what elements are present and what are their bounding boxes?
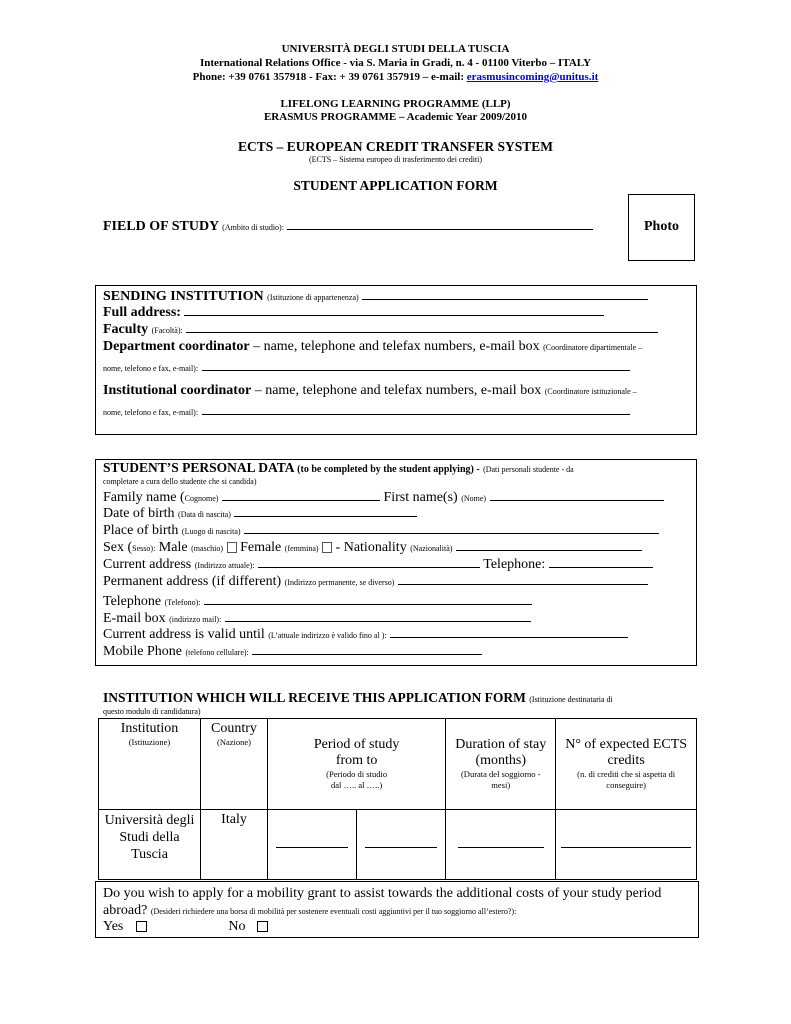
sex-label: Sex ( bbox=[103, 540, 133, 555]
personal-data-note2: completare a cura dello studente che si candida) bbox=[103, 477, 257, 486]
sending-institution-note: (Istituzione di appartenenza) bbox=[267, 293, 359, 302]
contact-line bbox=[0, 71, 791, 83]
valid-until-input[interactable] bbox=[390, 627, 628, 638]
credits-cell bbox=[556, 810, 697, 880]
column-subtitle: (Nazione) bbox=[217, 737, 251, 747]
current-telephone-label: Telephone: bbox=[483, 557, 546, 572]
department-coordinator-note2: nome, telefono e fax, e-mail): bbox=[103, 364, 199, 373]
grant-question-row2 bbox=[103, 903, 516, 919]
yes-checkbox[interactable] bbox=[136, 921, 147, 932]
field-of-study-input[interactable] bbox=[287, 219, 593, 230]
date-of-birth-row bbox=[103, 506, 417, 522]
institutional-coordinator-row bbox=[103, 383, 637, 399]
institution-value: Università degli Studi della Tuscia bbox=[99, 810, 201, 880]
telephone-label: Telephone bbox=[103, 594, 162, 609]
duration-input[interactable] bbox=[458, 837, 544, 848]
university-name: UNIVERSITÀ DEGLI STUDI DELLA TUSCIA bbox=[281, 43, 510, 55]
column-subtitle: (n. di crediti che si aspetta di conseguire) bbox=[577, 769, 676, 790]
current-telephone-input[interactable] bbox=[549, 557, 653, 568]
column-title: Period of study from to bbox=[313, 737, 400, 768]
place-of-birth-note: (Luogo di nascita) bbox=[181, 527, 241, 536]
sending-institution-label: SENDING INSTITUTION bbox=[103, 289, 264, 304]
permanent-address-row bbox=[103, 574, 648, 590]
institutional-coordinator-input[interactable] bbox=[202, 404, 630, 415]
sending-institution-input[interactable] bbox=[362, 289, 648, 300]
column-subtitle: (Durata del soggiorno - mesi) bbox=[460, 769, 541, 790]
period-from-input[interactable] bbox=[276, 837, 348, 848]
family-name-input[interactable] bbox=[222, 490, 380, 501]
current-address-note: (Indirizzo attuale): bbox=[194, 561, 255, 570]
full-address-label: Full address bbox=[103, 305, 177, 320]
programme-title: LIFELONG LEARNING PROGRAMME (LLP) bbox=[280, 98, 511, 110]
personal-data-heading bbox=[103, 460, 574, 476]
column-header-duration bbox=[446, 719, 556, 810]
nationality-label: - Nationality bbox=[335, 540, 407, 555]
email-label: E-mail box bbox=[103, 611, 166, 626]
mobile-phone-note: (telefono cellulare): bbox=[185, 648, 249, 657]
receiving-note2: questo modulo di candidatura) bbox=[103, 707, 201, 716]
faculty-row bbox=[103, 322, 658, 338]
date-of-birth-label: Date of birth bbox=[103, 506, 175, 521]
current-address-label: Current address bbox=[103, 557, 192, 572]
department-coordinator-row2 bbox=[103, 358, 630, 376]
field-of-study-label: FIELD OF STUDY bbox=[103, 219, 219, 234]
department-coordinator-text: – name, telephone and telefax numbers, e-mail box bbox=[249, 339, 540, 354]
column-header-period bbox=[268, 719, 446, 810]
female-checkbox[interactable] bbox=[322, 542, 332, 553]
male-label: Male bbox=[158, 540, 188, 555]
male-checkbox[interactable] bbox=[227, 542, 237, 553]
column-title: Institution bbox=[120, 721, 179, 736]
full-address-row: Full address: bbox=[103, 305, 604, 321]
date-of-birth-note: (Data di nascita) bbox=[178, 510, 231, 519]
duration-cell bbox=[446, 810, 556, 880]
telephone-row bbox=[103, 594, 532, 610]
email-note: (indirizzo mail): bbox=[169, 615, 222, 624]
period-from-cell bbox=[268, 810, 357, 880]
institutional-coordinator-note2: nome, telefono e fax, e-mail): bbox=[103, 408, 199, 417]
email-input[interactable] bbox=[225, 611, 531, 622]
place-of-birth-row bbox=[103, 523, 659, 539]
valid-until-label: Current address is valid until bbox=[103, 627, 265, 642]
office-address: International Relations Office - via S. Maria in Gradi, n. 4 - 01100 Viterbo – ITALY bbox=[199, 57, 592, 69]
personal-data-label: STUDENT’S PERSONAL DATA bbox=[103, 460, 294, 475]
mobile-phone-label: Mobile Phone bbox=[103, 644, 182, 659]
department-coordinator-row bbox=[103, 339, 642, 355]
permanent-address-label: Permanent address (if different) bbox=[103, 574, 282, 589]
permanent-address-note: (Indirizzo permanente, se diverso) bbox=[284, 578, 395, 587]
sex-row bbox=[103, 540, 642, 556]
faculty-note: (Facoltà): bbox=[151, 326, 183, 335]
female-label: Female bbox=[240, 540, 282, 555]
nationality-input[interactable] bbox=[456, 540, 642, 551]
credits-input[interactable] bbox=[561, 837, 691, 848]
ects-title: ECTS – EUROPEAN CREDIT TRANSFER SYSTEM bbox=[238, 139, 553, 154]
contact-prefix: Phone: +39 0761 357918 - Fax: + 39 0761 357919 – e-mail: bbox=[192, 71, 467, 83]
column-subtitle: (Istituzione) bbox=[128, 737, 171, 747]
column-title: Country bbox=[211, 721, 257, 736]
date-of-birth-input[interactable] bbox=[234, 506, 417, 517]
faculty-input[interactable] bbox=[186, 322, 658, 333]
department-coordinator-input[interactable] bbox=[202, 360, 630, 371]
sex-note: Sesso): bbox=[132, 544, 156, 553]
email-row bbox=[103, 611, 531, 627]
institutional-coordinator-note: (Coordinatore istituzionale – bbox=[544, 387, 637, 396]
no-label: No bbox=[228, 919, 246, 934]
telephone-note: (Telefono): bbox=[164, 598, 201, 607]
table-header-row bbox=[99, 719, 697, 810]
institutional-coordinator-row2 bbox=[103, 402, 630, 420]
sending-institution-row bbox=[103, 289, 648, 305]
period-to-input[interactable] bbox=[365, 837, 437, 848]
receiving-note: (Istituzione destinataria di bbox=[529, 695, 613, 704]
first-name-input[interactable] bbox=[490, 490, 664, 501]
no-checkbox[interactable] bbox=[257, 921, 268, 932]
erasmus-title: ERASMUS PROGRAMME – Academic Year 2009/2010 bbox=[263, 111, 528, 123]
family-name-note: Cognome) bbox=[184, 494, 219, 503]
place-of-birth-label: Place of birth bbox=[103, 523, 179, 538]
column-header-country bbox=[201, 719, 268, 810]
personal-data-note: (Dati personali studente - da bbox=[483, 465, 574, 474]
photo-box bbox=[628, 194, 695, 261]
first-name-note: (Nome) bbox=[461, 494, 487, 503]
faculty-label: Faculty bbox=[103, 322, 149, 337]
male-note: (maschio) bbox=[191, 544, 224, 553]
period-to-cell bbox=[357, 810, 446, 880]
column-title: Duration of stay (months) bbox=[455, 737, 547, 768]
valid-until-note: (L’attuale indirizzo è valido fino al ): bbox=[268, 631, 387, 640]
column-subtitle: (Periodo di studio dal ….. al …..) bbox=[326, 769, 388, 790]
grant-question-abroad: abroad? bbox=[103, 903, 148, 918]
full-address-input[interactable] bbox=[184, 305, 604, 316]
nationality-note: (Nazionalità) bbox=[410, 544, 453, 553]
grant-question-note: (Desideri richiedere una borsa di mobilità per sostenere eventuali costi aggiuntivi per il tuo soggiorno all’estero?): bbox=[150, 907, 517, 916]
column-header-institution bbox=[99, 719, 201, 810]
field-of-study-note: (Ambito di studio): bbox=[222, 223, 284, 232]
department-coordinator-note: (Coordinatore dipartimentale – bbox=[543, 343, 643, 352]
column-title: N° of expected ECTS credits bbox=[565, 737, 688, 768]
department-coordinator-label: Department coordinator bbox=[103, 339, 250, 354]
valid-until-row bbox=[103, 627, 628, 643]
yes-label: Yes bbox=[103, 919, 124, 934]
field-of-study-row bbox=[103, 219, 593, 235]
grant-question: Do you wish to apply for a mobility grant to assist towards the additional costs of your study period bbox=[103, 886, 662, 901]
institutional-coordinator-label: Institutional coordinator bbox=[103, 383, 252, 398]
email-link[interactable]: erasmusincoming@unitus.it bbox=[466, 71, 599, 83]
permanent-address-input[interactable] bbox=[398, 574, 648, 585]
receiving-heading bbox=[103, 690, 613, 706]
mobile-phone-input[interactable] bbox=[252, 644, 482, 655]
receiving-institution-table bbox=[98, 718, 697, 880]
personal-data-bold-note: (to be completed by the student applying) - bbox=[297, 464, 480, 475]
country-value: Italy bbox=[201, 810, 268, 880]
mobile-phone-row bbox=[103, 644, 482, 660]
table-row bbox=[99, 810, 697, 880]
grant-answer-row bbox=[103, 919, 268, 935]
family-name-row bbox=[103, 490, 664, 506]
form-title: STUDENT APPLICATION FORM bbox=[293, 178, 498, 193]
photo-label: Photo bbox=[644, 219, 679, 234]
column-header-credits bbox=[556, 719, 697, 810]
current-address-input[interactable] bbox=[258, 557, 480, 568]
first-name-label: First name(s) bbox=[383, 490, 458, 505]
family-name-label: Family name ( bbox=[103, 490, 185, 505]
female-note: (femmina) bbox=[284, 544, 319, 553]
place-of-birth-input[interactable] bbox=[244, 523, 659, 534]
current-address-row bbox=[103, 557, 653, 573]
ects-subtitle: (ECTS – Sistema europeo di trasferimento dei crediti) bbox=[308, 155, 483, 164]
institutional-coordinator-text: – name, telephone and telefax numbers, e-mail box bbox=[251, 383, 542, 398]
receiving-label: INSTITUTION WHICH WILL RECEIVE THIS APPLICATION FORM bbox=[103, 690, 526, 705]
telephone-input[interactable] bbox=[204, 594, 532, 605]
